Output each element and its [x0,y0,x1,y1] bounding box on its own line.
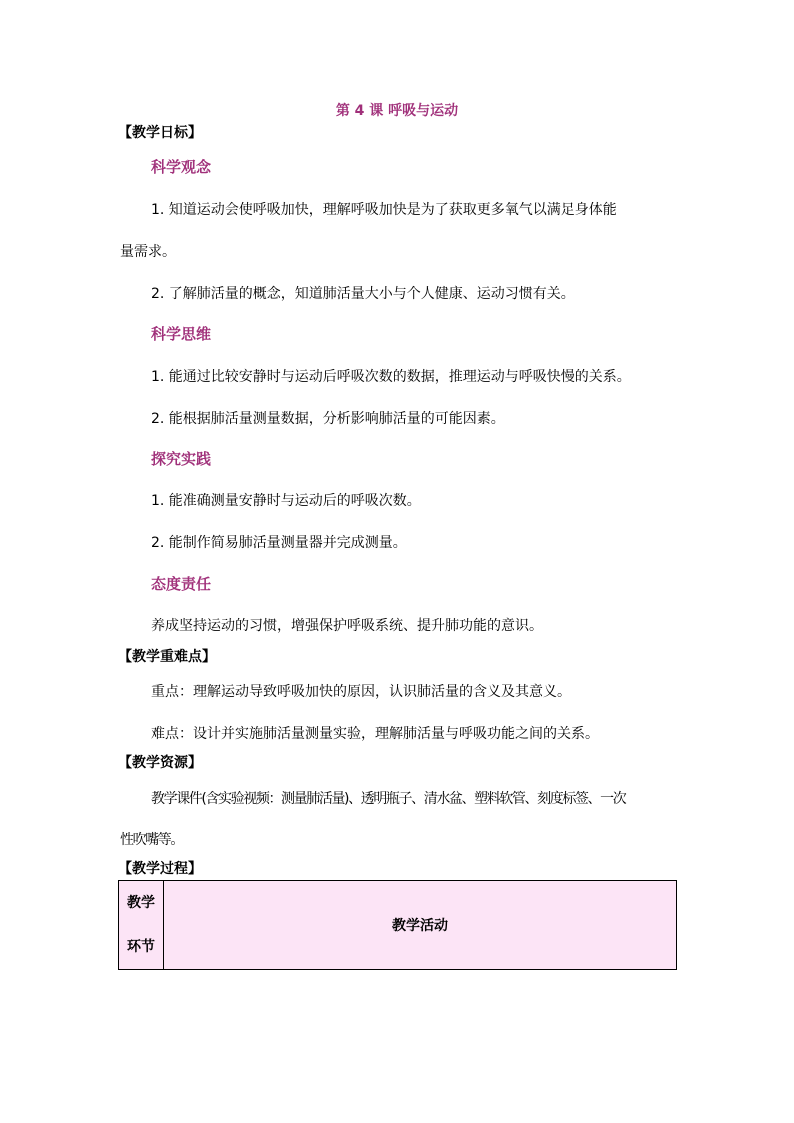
thinking-item-2: 2. 能根据肺活量测量数据，分析影响肺活量的可能因素。 [151,411,505,427]
practice-item-2: 2. 能制作简易肺活量测量器并完成测量。 [151,535,407,551]
practice-item-1: 1. 能准确测量安静时与运动后的呼吸次数。 [151,493,421,509]
resources-line-1: 教学课件(含实验视频：测量肺活量)、透明瓶子、清水盆、塑料软管、刻度标签、一次 [151,791,626,807]
concept-item-2: 2. 了解肺活量的概念，知道肺活量大小与个人健康、运动习惯有关。 [151,286,575,302]
difficult-point: 难点：设计并实施肺活量测量实验，理解肺活量与呼吸功能之间的关系。 [151,726,599,742]
stage-header-line-2: 环节 [127,939,155,955]
concept-item-1: 1. 知道运动会使呼吸加快，理解呼吸加快是为了获取更多氧气以满足身体能 [151,202,617,218]
attitude-item-1: 养成坚持运动的习惯，增强保护呼吸系统、提升肺功能的意识。 [151,618,543,634]
thinking-heading: 科学思维 [151,325,212,343]
table-header-row [119,881,677,970]
goals-heading: 【教学日标】 [118,125,202,141]
concept-item-1-continued: 量需求。 [120,244,176,260]
key-points-heading: 【教学重难点】 [118,649,216,665]
practice-heading: 探究实践 [151,450,212,468]
activity-header-cell: 教学活动 [164,881,677,970]
resources-line-2: 性吹嘴等。 [120,832,183,848]
thinking-item-1: 1. 能通过比较安静时与运动后呼吸次数的数据，推理运动与呼吸快慢的关系。 [151,369,631,385]
teaching-process-table [118,880,677,970]
stage-header-cell [119,881,164,970]
stage-header-line-1: 教学 [127,895,155,911]
attitude-heading: 态度责任 [151,575,212,593]
key-point: 重点：理解运动导致呼吸加快的原因，认识肺活量的含义及其意义。 [151,684,571,700]
resources-heading: 【教学资源】 [118,755,202,771]
concept-heading: 科学观念 [151,158,212,176]
lesson-title: 第 4 课 呼吸与运动 [335,103,459,119]
process-heading: 【教学过程】 [118,861,202,877]
